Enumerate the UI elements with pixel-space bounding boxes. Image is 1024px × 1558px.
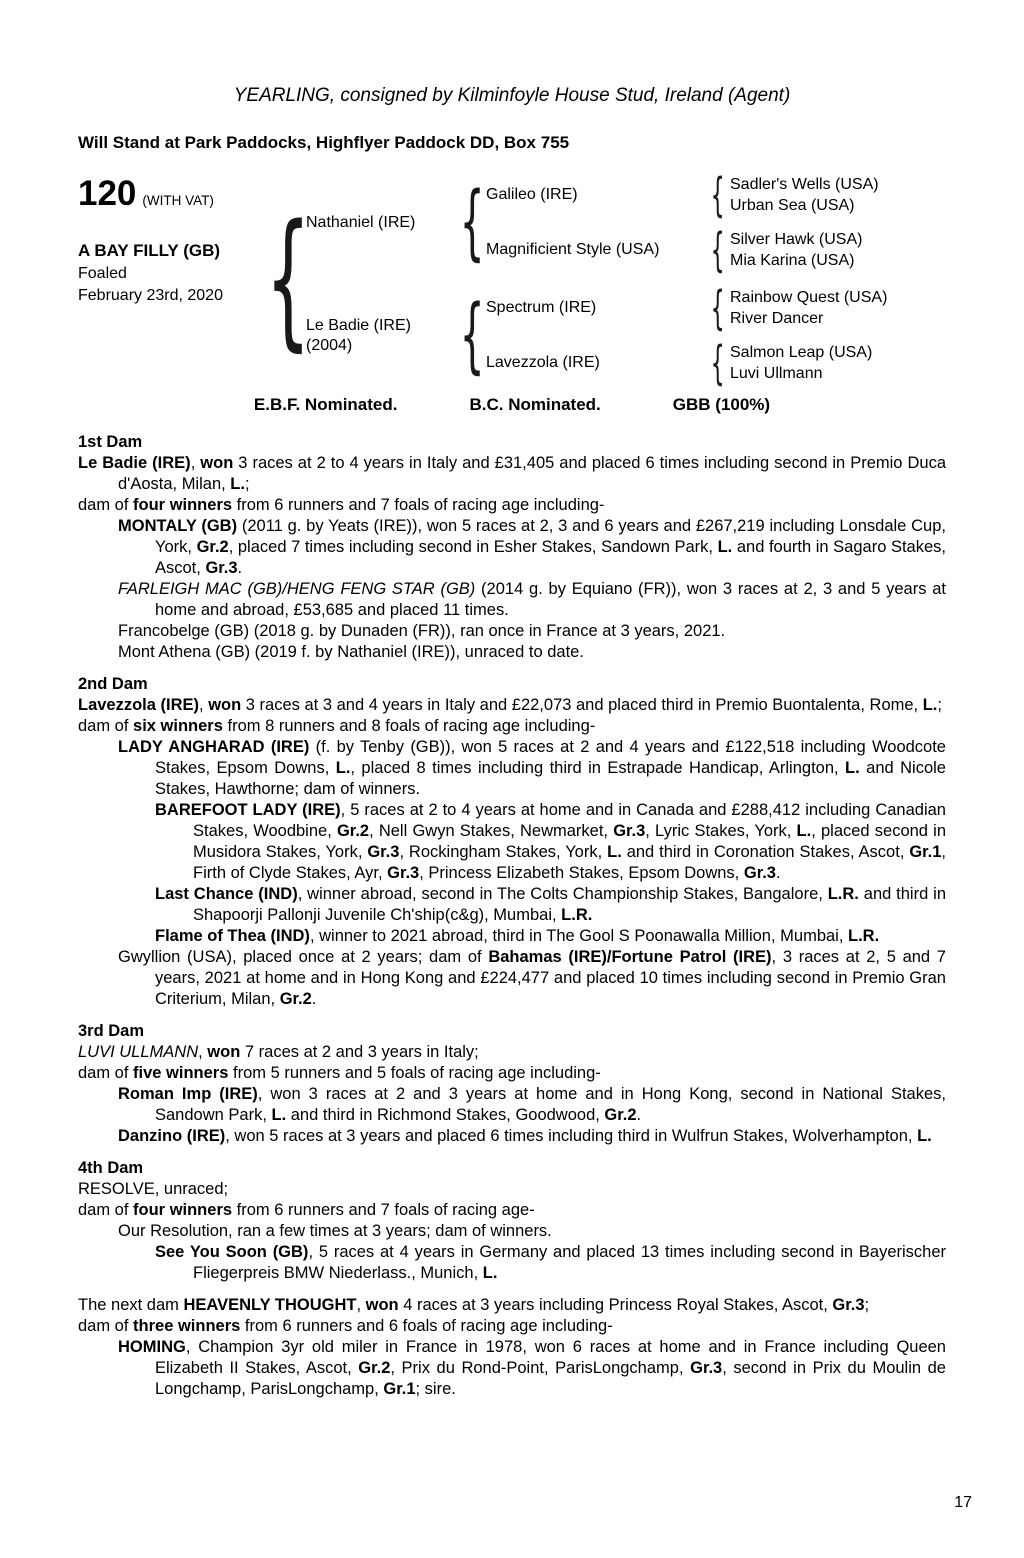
dam-section — [78, 432, 946, 663]
nominations-line — [78, 394, 946, 416]
dam-sections — [78, 432, 946, 1400]
dam-heading: 3rd Dam — [78, 1022, 145, 1040]
pedigree-paragraph: LADY ANGHARAD (IRE) (f. by Tenby (GB)), won 5 races at 2 and 4 years and £122,518 including Woodcote Stakes, Epsom Downs, L., placed 8 times including third in Estrapade Handicap, Arlington, L. and Nicole Stakes, Hawthorne; dam of winners. — [118, 738, 946, 798]
pedigree-paragraph: Le Badie (IRE), won 3 races at 2 to 4 years in Italy and £31,405 and placed 6 times including second in Premio Duca d'Aosta, Milan, L.; — [78, 454, 946, 493]
page-number: 17 — [954, 1494, 972, 1511]
pedigree-paragraph: MONTALY (GB) (2011 g. by Yeats (IRE)), won 5 races at 2, 3 and 6 years and £267,219 including Lonsdale Cup, York, Gr.2, placed 7 times including second in Esher Stakes, Sandown Park, L. and fourth in Sagaro Stakes, Ascot, Gr.3. — [118, 517, 946, 577]
pedigree-paragraph: BAREFOOT LADY (IRE), 5 races at 2 to 4 years at home and in Canada and £288,412 including Canadian Stakes, Woodbine, Gr.2, Nell Gwyn Stakes, Newmarket, Gr.3, Lyric Stakes, York, L., placed second in Musidora Stakes, York, Gr.3, Rockingham Stakes, York, L. and third in Coronation Stakes, Ascot, Gr.1, Firth of Clyde Stakes, Ayr, Gr.3, Princess Elizabeth Stakes, Epsom Downs, Gr.3. — [155, 801, 947, 882]
dam-dam-name: Lavezzola (IRE) — [486, 354, 600, 371]
dam-name: Le Badie (IRE) — [306, 316, 411, 334]
pedigree-paragraph: dam of four winners from 6 runners and 7 foals of racing age including- — [78, 496, 605, 514]
pedigree-generations — [306, 172, 887, 386]
dam-dam-brace — [706, 340, 730, 386]
pedigree-paragraph: The next dam HEAVENLY THOUGHT, won 4 races at 3 years including Princess Royal Stakes, Ascot, Gr.3; — [78, 1296, 870, 1314]
pedigree-paragraph: Flame of Thea (IND), winner to 2021 abroad, third in The Gool S Poonawalla Million, Mumbai, L.R. — [155, 927, 880, 945]
sire-grandparents — [486, 172, 879, 273]
vat-note: (WITH VAT) — [142, 193, 214, 208]
lot-number: 120 — [78, 174, 137, 213]
great-granddam-name: Luvi Ullmann — [730, 365, 823, 382]
great-granddam-name: Urban Sea (USA) — [730, 197, 855, 214]
sire-sire-brace — [706, 172, 730, 218]
dam-year: (2004) — [306, 336, 353, 354]
dam-sire-brace — [706, 285, 730, 331]
great-grandsire-name: Sadler's Wells (USA) — [730, 176, 879, 193]
great-grandsire-name: Rainbow Quest (USA) — [730, 289, 888, 306]
pedigree-paragraph: Our Resolution, ran a few times at 3 years; dam of winners. — [118, 1222, 552, 1240]
sire-dam-unit — [486, 227, 879, 273]
lot-line — [78, 176, 270, 212]
pedigree-paragraph: dam of six winners from 8 runners and 8 foals of racing age including- — [78, 717, 596, 735]
pedigree-brace-main — [270, 172, 306, 386]
stand-location-line: Will Stand at Park Paddocks, Highflyer Paddock DD, Box 755 — [78, 133, 570, 152]
consignor-line: YEARLING, consigned by Kilminfoyle House Stud, Ireland (Agent) — [233, 85, 791, 106]
dam-section — [78, 1158, 946, 1284]
pedigree-paragraph: Roman Imp (IRE), won 3 races at 2 and 3 years at home and in Hong Kong, second in National Stakes, Sandown Park, L. and third in Richmond Stakes, Goodwood, Gr.2. — [118, 1085, 946, 1124]
sire-dam-parents — [730, 229, 862, 271]
pedigree-paragraph: HOMING, Champion 3yr old miler in France in 1978, won 6 races at home and in France including Queen Elizabeth II Stakes, Ascot, Gr.2, Prix du Rond-Point, ParisLongchamp, Gr.3, second in Prix du Moulin de Longchamp, ParisLongchamp, Gr.1; sire. — [118, 1338, 946, 1398]
sire-sire-name: Galileo (IRE) — [486, 186, 578, 203]
pedigree-paragraph: dam of five winners from 5 runners and 5 foals of racing age including- — [78, 1064, 601, 1082]
dam-heading: 2nd Dam — [78, 675, 148, 693]
dam-sire-name: Spectrum (IRE) — [486, 299, 597, 316]
pedigree-paragraph: LUVI ULLMANN, won 7 races at 2 and 3 years in Italy; — [78, 1043, 479, 1061]
pedigree-table — [78, 172, 946, 386]
great-granddam-name: River Dancer — [730, 310, 824, 327]
great-grandsire-name: Silver Hawk (USA) — [730, 231, 863, 248]
dam-brace — [458, 295, 486, 377]
sire-dam-brace — [706, 227, 730, 273]
sire-dam-name: Magnificient Style (USA) — [486, 241, 660, 258]
dam-sire-unit — [486, 285, 887, 331]
pedigree-paragraph: Mont Athena (GB) (2019 f. by Nathaniel (IRE)), unraced to date. — [118, 643, 584, 661]
great-grandsire-name: Salmon Leap (USA) — [730, 344, 873, 361]
foaled-date: February 23rd, 2020 — [78, 287, 223, 304]
pedigree-paragraph: Last Chance (IND), winner abroad, second in The Colts Championship Stakes, Bangalore, L.R. and third in Shapoorji Pallonji Juvenile Ch'ship(c&g), Mumbai, L.R. — [155, 885, 946, 924]
pedigree-paragraph: Francobelge (GB) (2018 g. by Dunaden (FR)), ran once in France at 3 years, 2021. — [118, 622, 726, 640]
foaled-label: Foaled — [78, 265, 127, 282]
dam-sire-parents — [730, 287, 887, 329]
dam-section — [78, 1021, 946, 1147]
pedigree-paragraph: See You Soon (GB), 5 races at 4 years in Germany and placed 13 times including second in Bayerischer Fliegerpreis BMW Niederlass., Munich, L. — [155, 1243, 946, 1282]
sire-name: Nathaniel (IRE) — [306, 213, 416, 231]
dam-heading: 1st Dam — [78, 433, 143, 451]
pedigree-paragraph: Gwyllion (USA), placed once at 2 years; dam of Bahamas (IRE)/Fortune Patrol (IRE), 3 races at 2, 5 and 7 years, 2021 at home and in Hong Kong and £224,477 and placed 10 times including second in Premio Gran Criterium, Milan, Gr.2. — [118, 948, 946, 1008]
dam-grandparents — [486, 285, 887, 386]
dam-section — [78, 674, 946, 1010]
bc-nomination: B.C. Nominated. — [469, 395, 601, 414]
dam-branch — [306, 285, 887, 386]
dam-section — [78, 1295, 946, 1400]
pedigree-paragraph: dam of four winners from 6 runners and 7 foals of racing age- — [78, 1201, 535, 1219]
lot-cell — [78, 172, 270, 386]
pedigree-paragraph: RESOLVE, unraced; — [78, 1180, 229, 1198]
dam-heading: 4th Dam — [78, 1159, 144, 1177]
ebf-nomination: E.B.F. Nominated. — [253, 395, 398, 414]
pedigree-paragraph: Danzino (IRE), won 5 races at 3 years and placed 6 times including third in Wulfrun Stakes, Wolverhampton, L. — [118, 1127, 932, 1145]
pedigree-paragraph: Lavezzola (IRE), won 3 races at 3 and 4 years in Italy and £22,073 and placed third in Premio Buontalenta, Rome, L.; — [78, 696, 942, 714]
sire-cell — [306, 213, 458, 233]
sire-branch — [306, 172, 887, 273]
horse-description: A BAY FILLY (GB) — [78, 241, 221, 260]
dam-cell — [306, 316, 458, 356]
sire-brace — [458, 182, 486, 264]
sire-sire-parents — [730, 174, 879, 216]
dam-dam-parents — [730, 342, 872, 384]
pedigree-paragraph: dam of three winners from 6 runners and 6 foals of racing age including- — [78, 1317, 613, 1335]
sire-sire-unit — [486, 172, 879, 218]
dam-dam-unit — [486, 340, 887, 386]
pedigree-paragraph: FARLEIGH MAC (GB)/HENG FENG STAR (GB) (2014 g. by Equiano (FR)), won 3 races at 2, 3 and 5 years at home and abroad, £53,685 and placed 11 times. — [118, 580, 946, 619]
gbb-nomination: GBB (100%) — [672, 395, 771, 414]
great-granddam-name: Mia Karina (USA) — [730, 252, 855, 269]
